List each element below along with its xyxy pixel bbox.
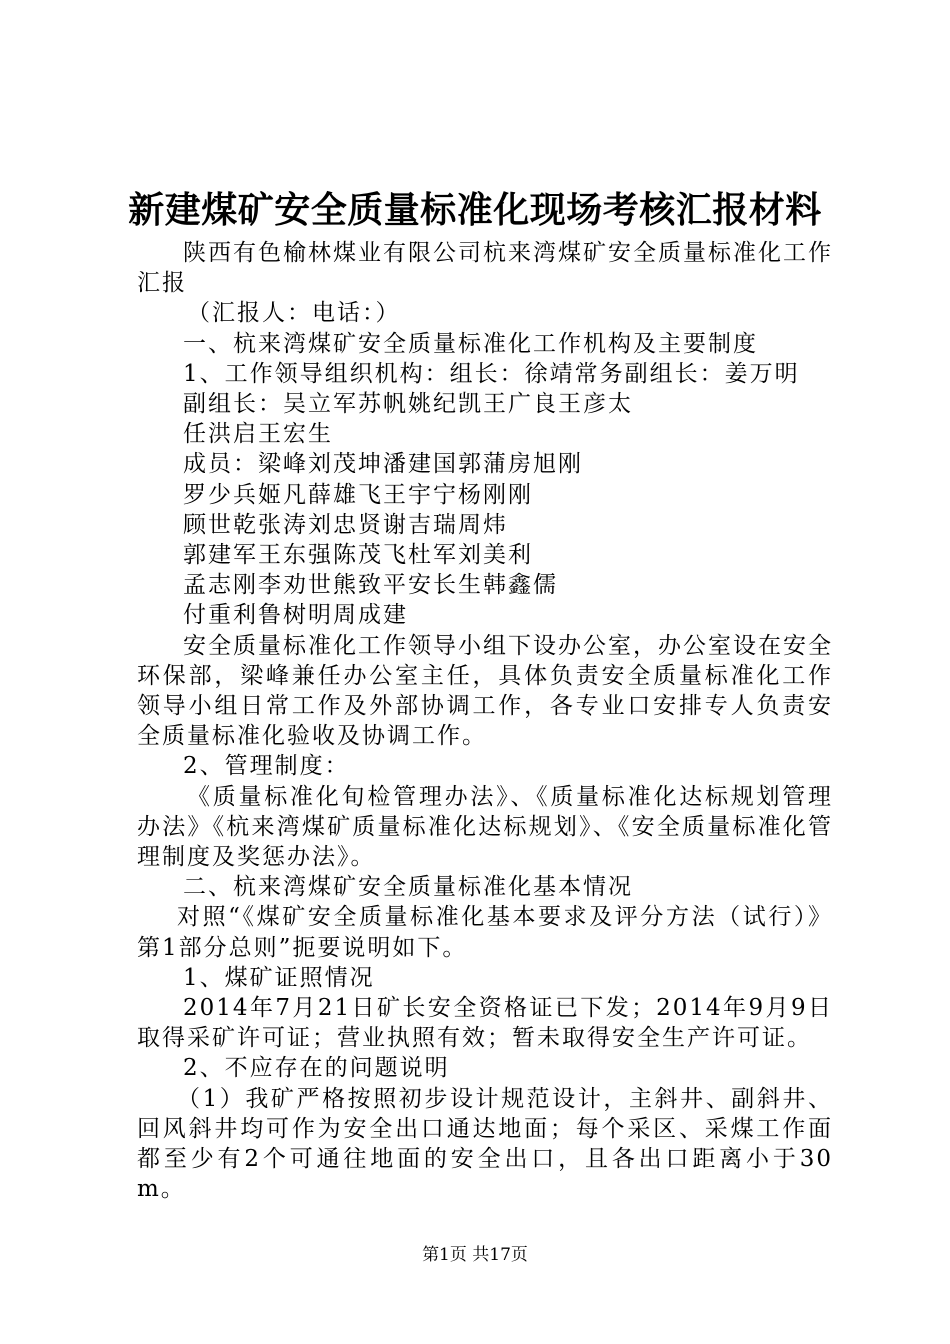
document-title: 新建煤矿安全质量标准化现场考核汇报材料 xyxy=(128,189,822,231)
paragraph-org-structure: 1、工作领导组织机构：组长：徐靖常务副组长：姜万明 xyxy=(183,360,800,387)
page-number: 第1页 共17页 xyxy=(422,1245,528,1265)
paragraph-licenses: 2014年7月21日矿长安全资格证已下发；2014年9月9日取得采矿许可证；营业执照有效；暂未取得安全生产许可证。 xyxy=(137,995,833,1052)
paragraph-members-cont-5: 付重利鲁树明周成建 xyxy=(183,602,408,629)
paragraph-intro: 陕西有色榆林煤业有限公司杭来湾煤矿安全质量标准化工作汇报 xyxy=(137,240,833,297)
paragraph-members: 成员：梁峰刘茂坤潘建国郭蒲房旭刚 xyxy=(183,451,583,478)
heading-issues: 2、不应存在的问题说明 xyxy=(183,1055,450,1082)
paragraph-members-cont-2: 顾世乾张涛刘忠贤谢吉瑞周炜 xyxy=(183,511,508,538)
heading-licenses: 1、煤矿证照情况 xyxy=(183,964,375,991)
heading-section-2: 二、杭来湾煤矿安全质量标准化基本情况 xyxy=(183,874,633,901)
paragraph-office: 安全质量标准化工作领导小组下设办公室，办公室设在安全环保部，梁峰兼任办公室主任，具体负责安全质量标准化工作领导小组日常工作及外部协调工作，各专业口安排专人负责安全质量标准化验收及协调工作。 xyxy=(137,632,833,750)
paragraph-deputy-leaders: 副组长：吴立军苏帆姚纪凯王广良王彦太 xyxy=(183,391,633,418)
paragraph-deputy-leaders-cont: 任洪启王宏生 xyxy=(183,421,333,448)
paragraph-members-cont-3: 郭建军王东强陈茂飞杜军刘美利 xyxy=(183,542,533,569)
heading-section-1: 一、杭来湾煤矿安全质量标准化工作机构及主要制度 xyxy=(183,330,758,357)
paragraph-reporter: （汇报人：电话：） xyxy=(187,300,401,327)
paragraph-members-cont-4: 孟志刚李劝世熊致平安长生韩鑫儒 xyxy=(183,572,558,599)
document-body xyxy=(137,238,833,1205)
paragraph-rules-list: 《质量标准化旬检管理办法》、《质量标准化达标规划管理办法》《杭来湾煤矿质量标准化达标规划》、《安全质量标准化管理制度及奖惩办法》。 xyxy=(137,783,833,871)
paragraph-comparison: 对照“《煤矿安全质量标准化基本要求及评分方法（试行）》第1部分总则”扼要说明如下。 xyxy=(137,904,833,961)
paragraph-issue-1: （1）我矿严格按照初步设计规范设计，主斜井、副斜井、回风斜井均可作为安全出口通达地面；每个采区、采煤工作面都至少有2个可通往地面的安全出口，且各出口距离小于30m。 xyxy=(137,1085,833,1203)
paragraph-members-cont-1: 罗少兵姬凡薛雄飞王宇宁杨刚刚 xyxy=(183,481,533,508)
heading-management-rules: 2、管理制度： xyxy=(183,753,350,780)
